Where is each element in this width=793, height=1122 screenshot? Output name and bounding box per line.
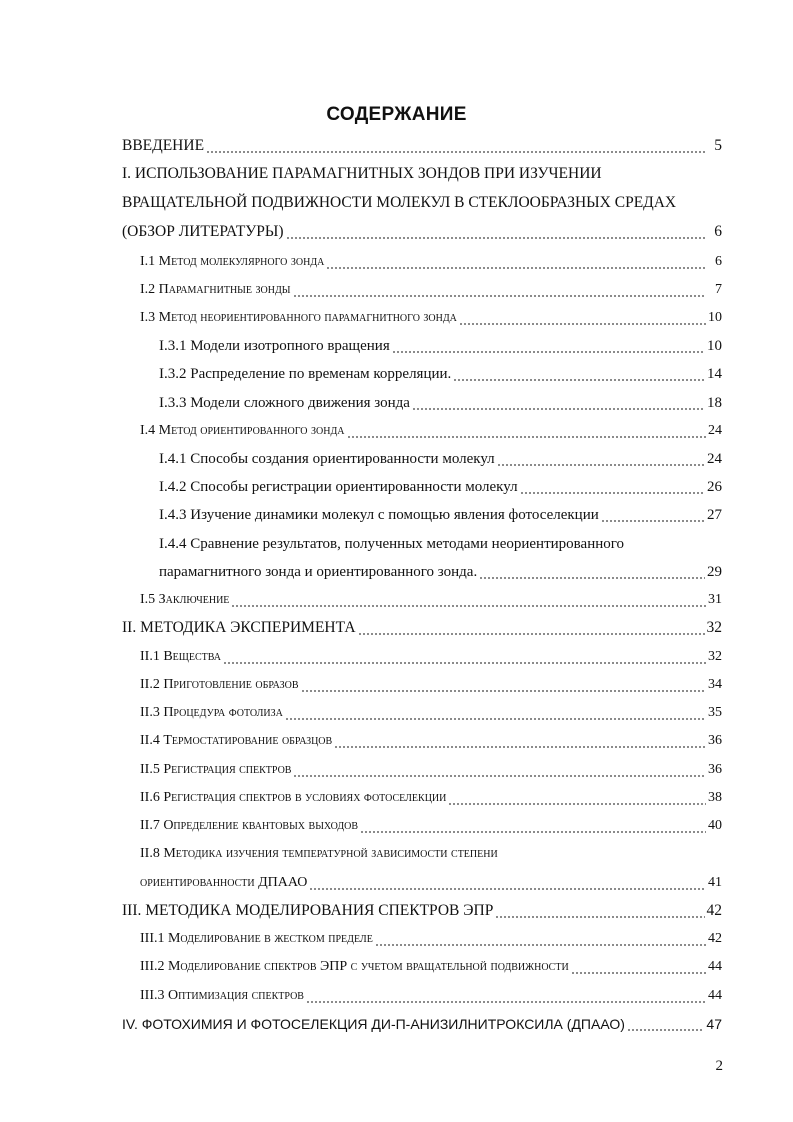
toc-entry-2-8-line-2[interactable] (140, 873, 722, 893)
toc-entry-text: III.2 Моделирование спектров ЭПР с учетом вращательной подвижности (140, 959, 569, 974)
toc-entry-page: 31 (708, 592, 722, 607)
dot-leader (309, 879, 706, 893)
toc-entry-2-1[interactable] (140, 647, 722, 667)
dot-leader (334, 737, 706, 751)
toc-entry-text: I.3.1 Модели изотропного вращения (159, 338, 390, 354)
dot-leader (601, 511, 705, 525)
toc-entry-chapter-1-line-1[interactable] (122, 164, 722, 184)
toc-entry-text: I.3.3 Модели сложного движения зонда (159, 395, 410, 411)
toc-entry-text: I.4.1 Способы создания ориентированности молекул (159, 451, 495, 467)
dot-leader (285, 709, 706, 723)
toc-entry-text: III. МЕТОДИКА МОДЕЛИРОВАНИЯ СПЕКТРОВ ЭПР (122, 902, 494, 919)
dot-leader (286, 228, 706, 242)
toc-entry-page: 10 (707, 338, 722, 354)
dot-leader (231, 596, 706, 610)
toc-entry-1-3-1[interactable] (159, 336, 722, 356)
toc-entry-page: 32 (708, 649, 722, 664)
dot-leader (479, 568, 705, 582)
dot-leader (497, 455, 705, 469)
toc-entry-2-6[interactable] (140, 788, 722, 808)
toc-entry-page: 34 (708, 677, 722, 692)
toc-entry-text: IV. ФОТОХИМИЯ И ФОТОСЕЛЕКЦИЯ ДИ-П-АНИЗИЛНИТРОКСИЛА (ДПААО) (122, 1016, 625, 1032)
toc-entry-2-8-line-1[interactable] (140, 844, 722, 864)
toc-entry-page: 41 (708, 875, 722, 890)
toc-entry-chapter-2[interactable] (122, 618, 722, 638)
toc-entry-2-5[interactable] (140, 760, 722, 780)
toc-entry-chapter-4[interactable] (122, 1014, 722, 1034)
toc-entry-text: II.2 Приготовление образов (140, 677, 299, 692)
dot-leader (571, 963, 706, 977)
toc-entry-1-4-2[interactable] (159, 477, 722, 497)
toc-entry-1-4[interactable] (140, 421, 722, 441)
toc-entry-page: 18 (707, 395, 722, 411)
toc-entry-page: 26 (707, 479, 722, 495)
toc-entry-page: 5 (714, 137, 722, 154)
toc-entry-text: III.1 Моделирование в жестком пределе (140, 931, 373, 946)
toc-entry-text: ориентированности ДПААО (140, 875, 308, 890)
dot-leader (627, 1020, 705, 1034)
toc-entry-text: III.3 Оптимизация спектров (140, 988, 304, 1003)
toc-entry-text: I.1 Метод молекулярного зонда (140, 254, 325, 269)
toc-entry-1-2[interactable] (140, 280, 722, 300)
toc-entry-text: II.7 Определение квантовых выходов (140, 818, 359, 833)
toc-entry-1-4-4-line-2[interactable] (159, 562, 722, 582)
toc-entry-2-7[interactable] (140, 816, 722, 836)
dot-leader (301, 681, 706, 695)
toc-entry-2-2[interactable] (140, 675, 722, 695)
toc-entry-page: 6 (715, 254, 722, 269)
toc-entry-text: ВВЕДЕНИЕ (122, 137, 205, 154)
toc-entry-page: 6 (714, 223, 722, 240)
toc-entry-text: II.6 Регистрация спектров в условиях фотоселекции (140, 790, 447, 805)
dot-leader (293, 286, 707, 300)
toc-entry-text: I.4.4 Сравнение результатов, полученных методами неориентированного (159, 536, 625, 552)
toc-entry-text: II.1 Вещества (140, 649, 222, 664)
toc-entry-text: (ОБЗОР ЛИТЕРАТУРЫ) (122, 223, 284, 240)
toc-entry-1-3[interactable] (140, 308, 722, 328)
toc-entry-page: 35 (708, 705, 722, 720)
dot-leader (360, 822, 706, 836)
toc-entry-text: II. МЕТОДИКА ЭКСПЕРИМЕНТА (122, 619, 356, 636)
dot-leader (448, 794, 706, 808)
toc-entry-page: 36 (708, 762, 722, 777)
toc-entry-text: I.3.2 Распределение по временам корреляции. (159, 366, 452, 382)
toc-entry-text: I.2 Парамагнитные зонды (140, 282, 291, 297)
toc-entry-page: 38 (708, 790, 722, 805)
dot-leader (293, 766, 706, 780)
toc-entry-1-4-1[interactable] (159, 449, 722, 469)
dot-leader (306, 992, 706, 1006)
toc-entry-text: ВРАЩАТЕЛЬНОЙ ПОДВИЖНОСТИ МОЛЕКУЛ В СТЕКЛООБРАЗНЫХ СРЕДАХ (122, 194, 677, 211)
dot-leader (412, 399, 705, 413)
dot-leader (495, 907, 704, 921)
toc-entry-page: 40 (708, 818, 722, 833)
toc-entry-1-3-2[interactable] (159, 364, 722, 384)
toc-entry-1-4-3[interactable] (159, 505, 722, 525)
toc-entry-page: 36 (708, 733, 722, 748)
toc-entry-page: 42 (708, 931, 722, 946)
dot-leader (347, 427, 707, 441)
toc-entry-text: I.5 Заключение (140, 592, 230, 607)
toc-entry-2-3[interactable] (140, 703, 722, 723)
toc-entry-page: 44 (708, 988, 722, 1003)
toc-entry-page: 24 (707, 451, 722, 467)
toc-entry-1-1[interactable] (140, 252, 722, 272)
toc-entry-page: 32 (706, 619, 722, 636)
toc-entry-chapter-1-line-2[interactable] (122, 193, 722, 213)
toc-entry-text: II.8 Методика изучения температурной зависимости степени (140, 846, 498, 861)
toc-entry-1-5[interactable] (140, 590, 722, 610)
toc-entry-1-3-3[interactable] (159, 393, 722, 413)
toc-entry-text: I.4 Метод ориентированного зонда (140, 423, 345, 438)
toc-entry-2-4[interactable] (140, 731, 722, 751)
toc-entry-3-1[interactable] (140, 929, 722, 949)
dot-leader (358, 624, 705, 638)
page-number: 2 (715, 1058, 723, 1074)
dot-leader (375, 935, 706, 949)
dot-leader (520, 483, 705, 497)
toc-entry-chapter-1-line-3[interactable] (122, 222, 722, 242)
toc-entry-text: I.4.2 Способы регистрации ориентированности молекул (159, 479, 518, 495)
toc-entry-text: II.4 Термостатирование образцов (140, 733, 333, 748)
toc-entry-page: 7 (715, 282, 722, 297)
toc-entry-text: I. ИСПОЛЬЗОВАНИЕ ПАРАМАГНИТНЫХ ЗОНДОВ ПРИ ИЗУЧЕНИИ (122, 165, 602, 182)
page-title: СОДЕРЖАНИЕ (326, 104, 467, 125)
toc-entry-1-4-4-line-1[interactable] (159, 534, 722, 554)
toc-entry-page: 47 (706, 1016, 722, 1032)
dot-leader (223, 653, 706, 667)
toc-entry-3-2[interactable] (140, 957, 722, 977)
toc-entry-chapter-3[interactable] (122, 901, 722, 921)
toc-entry-page: 29 (707, 564, 722, 580)
dot-leader (459, 314, 706, 328)
dot-leader (206, 142, 706, 156)
dot-leader (392, 342, 705, 356)
toc-entry-page: 24 (708, 423, 722, 438)
toc-entry-page: 44 (708, 959, 722, 974)
toc-entry-page: 10 (708, 310, 722, 325)
toc-entry-text: I.4.3 Изучение динамики молекул с помощью явления фотоселекции (159, 507, 599, 523)
toc-entry-text: II.5 Регистрация спектров (140, 762, 292, 777)
toc-entry-text: парамагнитного зонда и ориентированного зонда. (159, 564, 478, 580)
toc-entry-text: I.3 Метод неориентированного парамагнитного зонда (140, 310, 457, 325)
toc-entry-introduction[interactable] (122, 136, 722, 156)
toc-entry-page: 27 (707, 507, 722, 523)
toc-entry-page: 14 (707, 366, 722, 382)
dot-leader (453, 370, 705, 384)
toc-entry-text: II.3 Процедура фотолиза (140, 705, 283, 720)
toc-entry-3-3[interactable] (140, 986, 722, 1006)
dot-leader (326, 258, 706, 272)
toc-entry-page: 42 (706, 902, 722, 919)
